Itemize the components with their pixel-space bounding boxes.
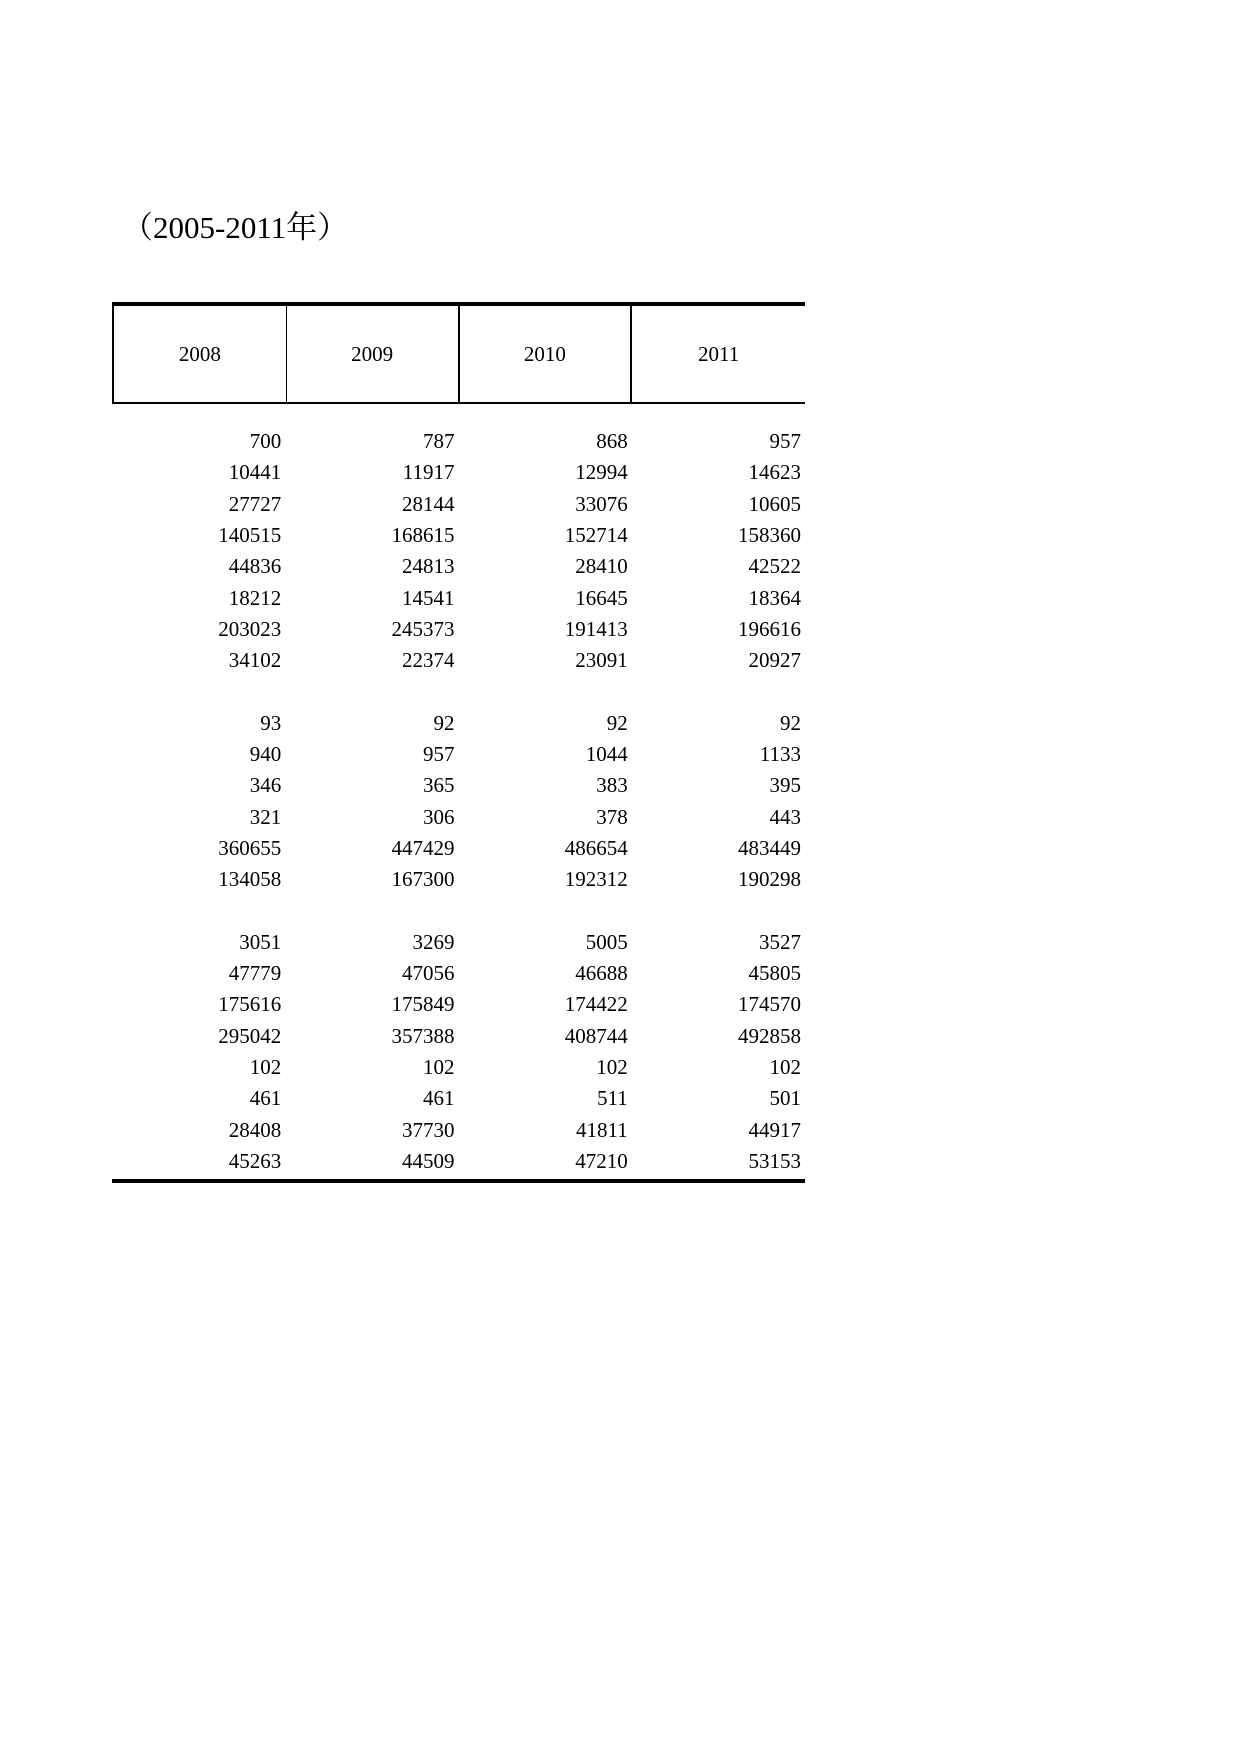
table-cell: 295042	[218, 1023, 282, 1048]
table-cell: 93	[260, 710, 282, 735]
table-cell: 45263	[228, 1148, 282, 1173]
table-cell: 22374	[402, 648, 455, 673]
table-cell: 102	[423, 1055, 455, 1080]
column-header-2008: 2008	[114, 306, 287, 402]
table-cell: 501	[769, 1086, 801, 1111]
table-cell: 28410	[575, 554, 628, 579]
table-row	[112, 833, 805, 864]
table-cell: 102	[769, 1055, 801, 1080]
table-row	[112, 582, 805, 613]
column-header-2011: 2011	[698, 341, 740, 366]
table-cell: 245373	[391, 616, 455, 641]
data-table	[112, 302, 805, 1183]
table-cell: 321	[249, 804, 282, 829]
table-cell: 14623	[748, 460, 801, 485]
table-cell: 3051	[239, 929, 282, 954]
table-cell: 24813	[402, 554, 455, 579]
table-cell: 486654	[564, 836, 628, 860]
table-cell: 408744	[564, 1023, 628, 1048]
table-row	[112, 1021, 805, 1052]
table-cell: 47056	[402, 961, 455, 986]
table-cell: 12994	[575, 460, 628, 485]
table-cell: 1133	[759, 742, 801, 767]
table-cell: 957	[769, 429, 801, 454]
table-cell: 383	[596, 773, 628, 798]
table-cell: 174570	[738, 992, 801, 1017]
table-cell: 1044	[585, 742, 628, 767]
table-cell: 140515	[218, 523, 282, 548]
table-cell: 461	[423, 1086, 455, 1111]
table-cell: 28144	[402, 491, 455, 516]
table-cell: 3527	[759, 929, 801, 954]
table-cell: 92	[606, 710, 628, 735]
table-cell: 102	[596, 1055, 628, 1080]
table-cell: 192312	[564, 867, 628, 892]
table-row	[112, 927, 805, 958]
column-header-2010: 2010	[460, 306, 633, 402]
table-cell: 365	[423, 773, 455, 798]
table-cell: 167300	[391, 867, 455, 892]
table-cell: 27727	[228, 491, 282, 516]
table-cell: 203023	[218, 616, 282, 641]
table-cell: 174422	[564, 992, 628, 1017]
table-row	[112, 739, 805, 770]
group-spacer	[112, 676, 805, 707]
table-cell: 45805	[748, 961, 801, 986]
table-cell: 483449	[738, 836, 801, 860]
table-row	[112, 802, 805, 833]
table-cell: 787	[423, 429, 455, 454]
table-cell: 33076	[575, 491, 628, 516]
table-cell: 443	[769, 804, 801, 829]
table-cell: 44509	[402, 1148, 455, 1173]
table-cell: 47779	[228, 961, 282, 986]
table-cell: 360655	[218, 836, 282, 860]
table-cell: 44836	[228, 554, 282, 579]
table-cell: 152714	[564, 523, 628, 548]
table-cell: 700	[249, 429, 282, 454]
table-row	[112, 708, 805, 739]
table-cell: 5005	[585, 929, 628, 954]
table-row	[112, 1146, 805, 1177]
table-cell: 92	[780, 710, 801, 735]
table-cell: 28408	[228, 1117, 282, 1142]
table-cell: 18212	[228, 585, 282, 610]
table-cell: 53153	[748, 1148, 801, 1173]
table-cell: 11917	[402, 460, 455, 485]
table-cell: 447429	[391, 836, 455, 860]
table-cell: 957	[423, 742, 455, 767]
table-cell: 175849	[391, 992, 455, 1017]
table-cell: 168615	[391, 523, 455, 548]
table-row	[112, 457, 805, 488]
table-cell: 20927	[748, 648, 801, 673]
table-cell: 196616	[738, 616, 801, 641]
table-cell: 41811	[576, 1117, 628, 1142]
column-header-2009: 2009	[287, 306, 460, 402]
table-cell: 158360	[738, 523, 801, 548]
table-cell: 190298	[738, 867, 801, 892]
table-cell: 46688	[575, 961, 628, 986]
table-cell: 940	[249, 742, 282, 767]
group-spacer	[112, 895, 805, 926]
table-cell: 191413	[564, 616, 628, 641]
table-row	[112, 426, 805, 457]
table-row	[112, 989, 805, 1020]
table-cell: 511	[597, 1086, 628, 1111]
table-cell: 42522	[748, 554, 801, 579]
table-cell: 868	[596, 429, 628, 454]
table-cell: 461	[249, 1086, 282, 1111]
table-row	[112, 1083, 805, 1114]
table-row	[112, 864, 805, 895]
page-title: （2005-2011年）	[122, 210, 349, 245]
table-row	[112, 489, 805, 520]
table-cell: 10605	[748, 491, 801, 516]
table-row	[112, 1052, 805, 1083]
table-cell: 306	[423, 804, 455, 829]
table-cell: 92	[433, 710, 455, 735]
table-cell: 378	[596, 804, 628, 829]
table-row	[112, 614, 805, 645]
table-cell: 134058	[218, 867, 282, 892]
table-cell: 23091	[575, 648, 628, 673]
table-header-row	[112, 302, 805, 404]
table-row	[112, 958, 805, 989]
table-cell: 175616	[218, 992, 282, 1017]
table-cell: 102	[249, 1055, 282, 1080]
table-cell: 14541	[402, 585, 455, 610]
table-cell: 37730	[402, 1117, 455, 1142]
table-cell: 492858	[738, 1023, 801, 1048]
table-cell: 3269	[412, 929, 455, 954]
table-cell: 10441	[228, 460, 282, 485]
table-cell: 357388	[391, 1023, 455, 1048]
table-cell: 16645	[575, 585, 628, 610]
table-body	[112, 404, 805, 1183]
table-row	[112, 520, 805, 551]
table-row	[112, 770, 805, 801]
table-row	[112, 551, 805, 582]
table-cell: 18364	[748, 585, 801, 610]
table-cell: 47210	[575, 1148, 628, 1173]
table-cell: 346	[249, 773, 282, 798]
table-cell: 395	[769, 773, 801, 798]
table-row	[112, 1115, 805, 1146]
table-cell: 34102	[228, 648, 282, 673]
table-row	[112, 645, 805, 676]
table-cell: 44917	[748, 1117, 801, 1142]
